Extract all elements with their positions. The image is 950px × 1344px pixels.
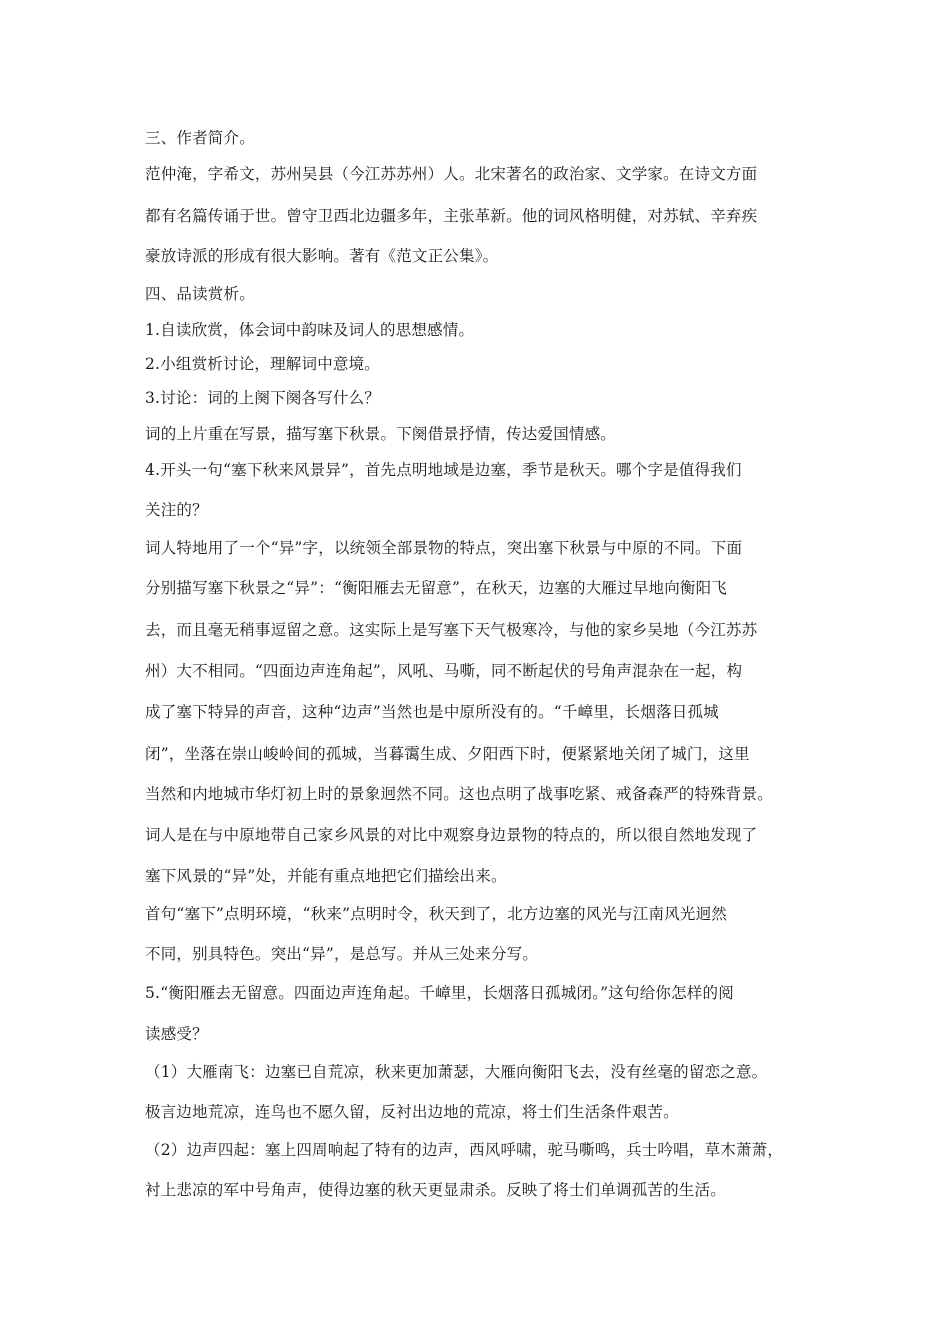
text-line: 词人是在与中原地带自己家乡风景的对比中观察身边景物的特点的，所以很自然地发现了	[145, 826, 758, 844]
text-line: 去，而且毫无稍事逗留之意。这实际上是写塞下天气极寒冷，与他的家乡吴地（今江苏苏	[145, 621, 758, 639]
list-item: （1）大雁南飞：边塞已自荒凉，秋来更加萧瑟，大雁向衡阳飞去，没有丝毫的留恋之意。	[145, 1063, 768, 1081]
list-item: （2）边声四起：塞上四周响起了特有的边声，西风呼啸，驼马嘶鸣，兵士吟唱，草木萧萧，	[145, 1141, 784, 1159]
list-item: 5.“衡阳雁去无留意。四面边声连角起。千嶂里，长烟落日孤城闭。”这句给你怎样的阅	[145, 984, 734, 1002]
list-item: 2.小组赏析讨论，理解词中意境。	[145, 355, 380, 373]
text-line: 关注的？	[145, 501, 208, 519]
text-line: 衬上悲凉的军中号角声，使得边塞的秋天更显肃杀。反映了将士们单调孤苦的生活。	[145, 1181, 726, 1199]
text-line: 当然和内地城市华灯初上时的景象迥然不同。这也点明了战事吃紧、戒备森严的特殊背景。	[145, 785, 774, 803]
text-line: 分别描写塞下秋景之“异”：“衡阳雁去无留意”，在秋天，边塞的大雁过早地向衡阳飞	[145, 579, 727, 597]
text-line: 极言边地荒凉，连鸟也不愿久留，反衬出边地的荒凉，将士们生活条件艰苦。	[145, 1103, 679, 1121]
text-line: 不同，别具特色。突出“异”，是总写。并从三处来分写。	[145, 945, 539, 963]
text-line: 词人特地用了一个“异”字，以统领全部景物的特点，突出塞下秋景与中原的不同。下面	[145, 539, 743, 557]
list-item: 1.自读欣赏，体会词中韵味及词人的思想感情。	[145, 321, 475, 339]
text-line: 读感受？	[145, 1025, 208, 1043]
text-line: 词的上片重在写景，描写塞下秋景。下阕借景抒情，传达爱国情感。	[145, 425, 617, 443]
text-line: 州）大不相同。“四面边声连角起”，风吼、马嘶，同不断起伏的号角声混杂在一起，构	[145, 662, 743, 680]
text-line: 塞下风景的“异”处，并能有重点地把它们描绘出来。	[145, 867, 507, 885]
list-item: 3.讨论：词的上阕下阕各写什么？	[145, 389, 380, 407]
text-line: 豪放诗派的形成有很大影响。著有《范文正公集》。	[145, 247, 499, 265]
text-line: 闭”，坐落在崇山峻岭间的孤城，当暮霭生成、夕阳西下时，便紧紧地关闭了城门，这里	[145, 745, 750, 763]
text-line: 都有名篇传诵于世。曾守卫西北边疆多年，主张革新。他的词风格明健，对苏轼、辛弃疾	[145, 207, 758, 225]
text-line: 范仲淹，字希文，苏州吴县（今江苏苏州）人。北宋著名的政治家、文学家。在诗文方面	[145, 165, 758, 183]
text-line: 首句“塞下”点明环境，“秋来”点明时令，秋天到了，北方边塞的风光与江南风光迥然	[145, 905, 727, 923]
section-heading-author: 三、作者简介。	[145, 129, 255, 147]
section-heading-appreciation: 四、品读赏析。	[145, 285, 255, 303]
list-item: 4.开头一句“塞下秋来风景异”，首先点明地域是边塞，季节是秋天。哪个字是值得我们	[145, 461, 742, 479]
text-line: 成了塞下特异的声音，这种“边声”当然也是中原所没有的。“千嶂里，长烟落日孤城	[145, 703, 719, 721]
